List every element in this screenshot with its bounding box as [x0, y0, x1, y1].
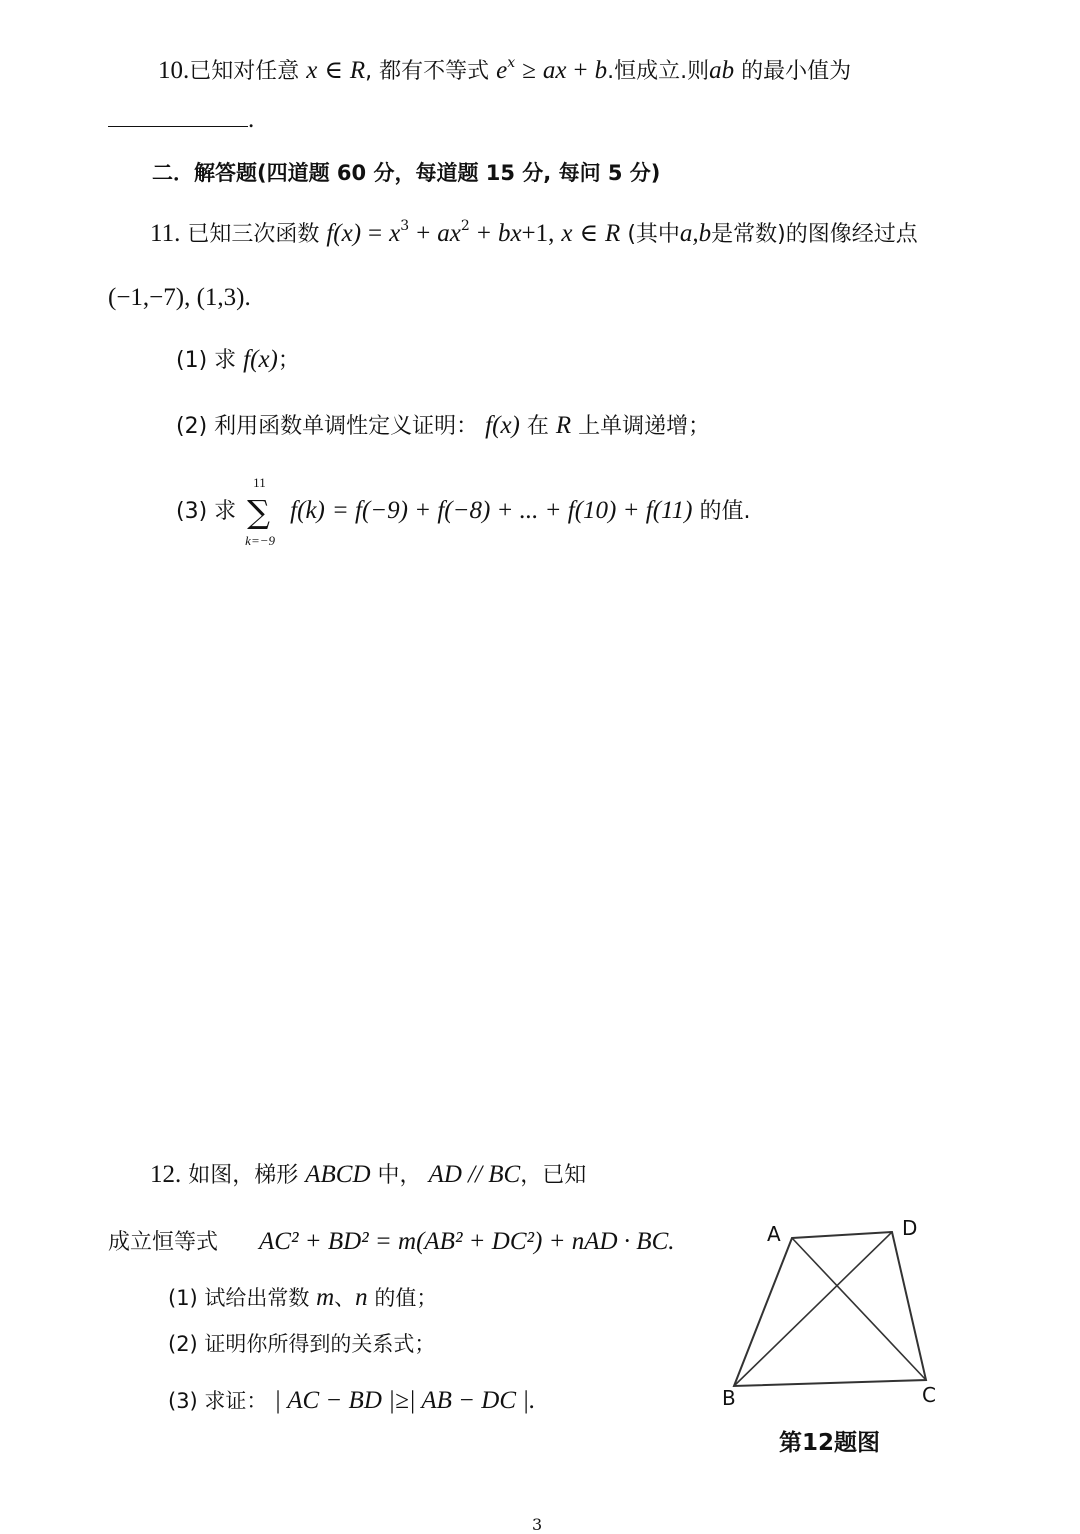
q12-part1-label: (1) 试给出常数 [168, 1286, 310, 1310]
q10-exp: x [507, 55, 516, 71]
q10-text-3: .恒成立.则 [607, 59, 710, 84]
q11-ax2: ax [437, 220, 461, 247]
diagonal-BD [734, 1232, 892, 1386]
q11-part3-k: (k) [297, 497, 325, 524]
q11-part1-arg: (x) [250, 346, 278, 373]
q12-part3-label: (3) 求证： [168, 1389, 268, 1413]
page-number: 3 [532, 1515, 543, 1534]
vertex-label-C: C [922, 1383, 936, 1407]
vertex-label-D: D [902, 1216, 918, 1240]
q11-x: x [561, 220, 573, 247]
q11-number: 11. [150, 220, 181, 247]
q11-R: R [605, 220, 621, 247]
q11-points: (−1,−7), (1,3). [108, 284, 251, 311]
q12-line2 [108, 1229, 675, 1254]
q11-part2 [176, 413, 710, 438]
trapezoid-outline [734, 1232, 926, 1386]
q11-plus-2: + [476, 220, 491, 247]
section-2-title: 二．解答题(四道题 60 分，每道题 15 分, 每问 5 分) [152, 161, 661, 185]
q12-text-1: 如图，梯形 [188, 1163, 299, 1188]
q11-part1-f: f [243, 346, 251, 373]
q11-f-arg: (x) [333, 220, 362, 247]
q11-sup3: 3 [400, 218, 410, 234]
q12-text-3: ，已知 [520, 1163, 587, 1188]
summation-upper: 11 [253, 475, 266, 490]
q11-part2-R: R [555, 412, 572, 439]
q11-part1 [176, 347, 300, 372]
q10-ab: ab [709, 57, 735, 84]
q11-f: f [326, 220, 334, 247]
q10-answer-blank[interactable] [108, 106, 248, 127]
q10-line1 [158, 56, 851, 83]
q11-bx: bx [497, 220, 522, 247]
q12-parallel: AD // BC [428, 1161, 521, 1188]
q11-plus-1: + [416, 220, 431, 247]
q11-part1-label: (1) 求 [176, 348, 237, 373]
sigma-symbol: ∑ [247, 493, 271, 531]
q11-part3-f: f [290, 497, 298, 524]
q11-line1 [150, 219, 918, 246]
q10-in: ∈ [324, 57, 343, 84]
q12-identity: AC² + BD² = m(AB² + DC²) + nAD · BC. [259, 1228, 675, 1255]
q12-text-4: 成立恒等式 [108, 1230, 219, 1255]
q12-part1-sep: 、 [334, 1286, 356, 1310]
q11-part2-text-1: 在 [526, 414, 549, 439]
q11-part3 [176, 475, 751, 548]
q11-eq: = [368, 220, 383, 247]
q12-text-2: 中， [377, 1163, 422, 1188]
q11-text-3: 是常数)的图像经过点 [711, 222, 918, 247]
q11-part1-end: ； [277, 348, 300, 373]
q12-part1-n: n [355, 1284, 368, 1311]
q11-text-1: 已知三次函数 [187, 222, 320, 247]
q10-line2 [108, 106, 254, 132]
q11-part3-label: (3) 求 [176, 499, 237, 524]
q11-part3-end: 的值. [699, 499, 751, 524]
q12-part1-end: 的值； [374, 1286, 438, 1310]
q11-sup2: 2 [460, 218, 470, 234]
q12-part3 [168, 1388, 535, 1413]
q12-part2: (2) 证明你所得到的关系式； [168, 1332, 436, 1356]
q10-ax: ax [542, 57, 567, 84]
q10-end-dot: . [248, 106, 255, 133]
q11-part2-text-2: 上单调递增； [578, 414, 711, 439]
q10-R: R [349, 57, 366, 84]
vertex-label-B: B [722, 1386, 736, 1410]
q10-plus: + [573, 57, 588, 84]
vertex-label-A: A [767, 1222, 781, 1246]
q12-part3-expr: | AC − BD |≥| AB − DC |. [274, 1387, 536, 1414]
q10-e: e [496, 57, 508, 84]
q11-one: +1, [521, 220, 555, 247]
q11-x3: x [389, 220, 401, 247]
q12-number: 12. [150, 1161, 182, 1188]
summation-lower: k=−9 [245, 533, 275, 548]
q10-text-1: 已知对任意 [189, 59, 300, 84]
q11-ab: a,b [679, 220, 712, 247]
q12-ABCD: ABCD [305, 1161, 371, 1188]
q10-text-4: 的最小值为 [741, 59, 852, 84]
figure-caption: 第12题图 [779, 1430, 881, 1456]
q11-in: ∈ [579, 220, 599, 247]
q10-ge: ≥ [522, 57, 536, 84]
q12-part1 [168, 1285, 437, 1310]
q11-text-2: (其中 [627, 222, 680, 247]
q11-part2-f: f [485, 412, 493, 439]
q11-line2 [108, 285, 251, 310]
q11-part2-arg: (x) [492, 412, 520, 439]
summation [245, 475, 281, 548]
q12-part1-m: m [316, 1284, 335, 1311]
q10-number: 10. [158, 57, 190, 84]
q10-var-x: x [306, 57, 318, 84]
q10-text-2: , 都有不等式 [365, 59, 490, 84]
q11-part3-expr: = f(−9) + f(−8) + ... + f(10) + f(11) [331, 497, 693, 524]
q12-line1 [150, 1162, 586, 1187]
q10-b: b [594, 57, 608, 84]
q11-part2-label: (2) 利用函数单调性定义证明： [176, 414, 479, 439]
